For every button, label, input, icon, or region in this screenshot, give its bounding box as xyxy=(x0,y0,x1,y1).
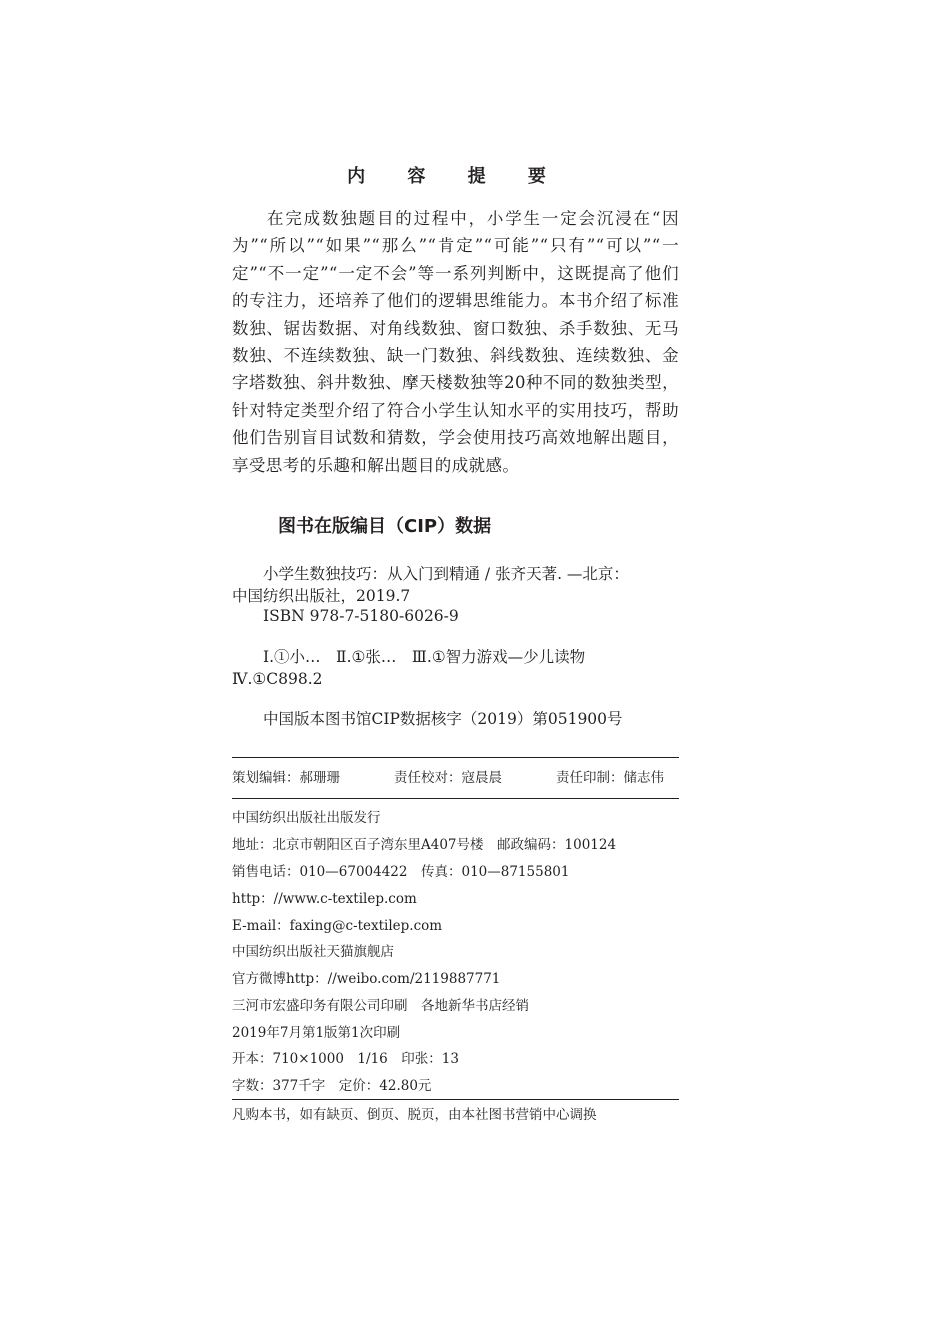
divider-top xyxy=(232,757,679,758)
publisher-store: 中国纺织出版社天猫旗舰店 xyxy=(232,944,394,960)
return-notice: 凡购本书，如有缺页、倒页、脱页，由本社图书营销中心调换 xyxy=(232,1107,597,1123)
divider-bottom xyxy=(232,1099,679,1100)
planner-credit: 策划编辑：郝珊珊 xyxy=(232,770,340,786)
word-count-price: 字数：377千字 定价：42.80元 xyxy=(232,1078,432,1094)
publisher-address: 地址：北京市朝阳区百子湾东里A407号楼 邮政编码：100124 xyxy=(232,837,617,853)
divider-middle xyxy=(232,798,679,799)
cip-record-number: 中国版本图书馆CIP数据核字（2019）第051900号 xyxy=(232,710,623,728)
publisher-email: E-mail：faxing@c-textilep.com xyxy=(232,918,443,934)
cip-classification-line: Ⅰ.①小… Ⅱ.①张… Ⅲ.①智力游戏—少儿读物 xyxy=(232,648,586,666)
cip-classification-continued: Ⅳ.①C898.2 xyxy=(232,670,323,688)
proofreader-credit: 责任校对：寇晨晨 xyxy=(394,770,502,786)
printing-edition: 2019年7月第1版第1次印刷 xyxy=(232,1025,401,1041)
cip-publisher-line: 中国纺织出版社，2019.7 xyxy=(232,587,411,605)
summary-title: 内 容 提 要 xyxy=(347,166,564,187)
summary-text: 在完成数独题目的过程中，小学生一定会沉浸在“因为”“所以”“如果”“那么”“肯定”“可能”“只有”“可以”“一定”“不一定”“一定不会”等一系列判断中，这既提高了他们的专注力，还培养了他们的逻辑思维能力。本书介绍了标准数独、锯齿数据、对角线数独、窗口数独、杀手数独、无马数独、不连续数独、缺一门数独、斜线数独、连续数独、金字塔数独、斜井数独、摩天楼数独等20种不同的数独类型，针对特定类型介绍了符合小学生认知水平的实用技巧，帮助他们告别盲目试数和猜数，学会使用技巧高效地解出题目，享受思考的乐趣和解出题目的成就感。 xyxy=(232,209,679,475)
printer-credit: 责任印制：储志伟 xyxy=(556,770,664,786)
publisher-weibo: 官方微博http：//weibo.com/2119887771 xyxy=(232,971,501,987)
publisher-distribution: 中国纺织出版社出版发行 xyxy=(232,810,381,826)
cip-title: 图书在版编目（CIP）数据 xyxy=(278,516,492,537)
publisher-phone: 销售电话：010—67004422 传真：010—87155801 xyxy=(232,864,570,880)
cip-isbn-line: ISBN 978-7-5180-6026-9 xyxy=(232,607,459,625)
book-format: 开本：710×1000 1/16 印张：13 xyxy=(232,1051,459,1067)
publisher-website: http：//www.c-textilep.com xyxy=(232,891,417,907)
printing-company: 三河市宏盛印务有限公司印刷 各地新华书店经销 xyxy=(232,998,529,1014)
cip-book-title-line: 小学生数独技巧：从入门到精通 / 张齐天著. —北京： xyxy=(232,565,629,583)
